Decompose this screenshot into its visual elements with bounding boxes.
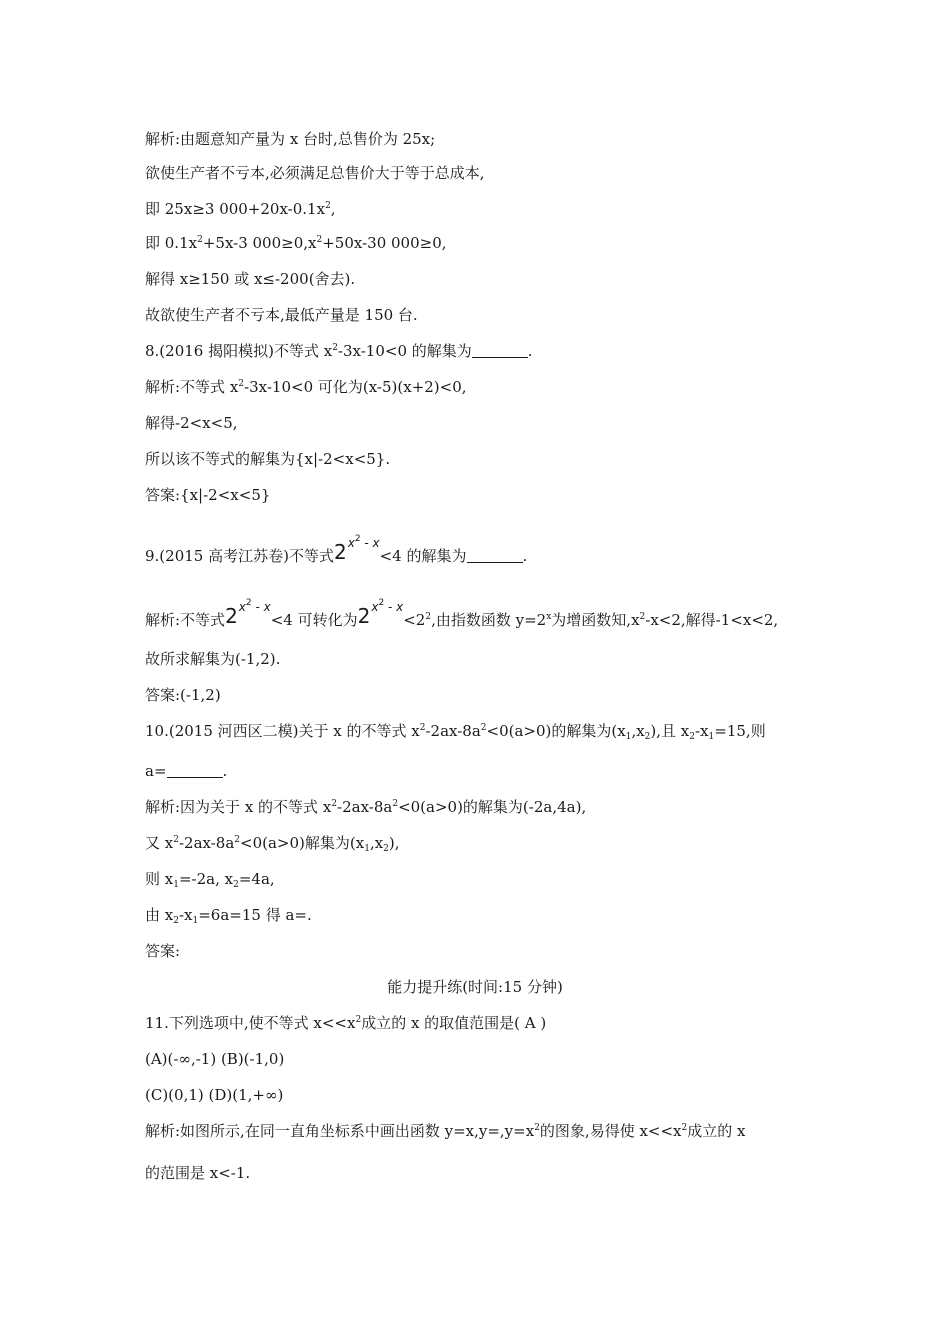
text-line: 解析:由题意知产量为 x 台时,总售价为 25x; (145, 130, 436, 148)
answer-line: 答案:{x|-2<x<5} (145, 486, 271, 504)
text-line: 故所求解集为(-1,2). (145, 650, 281, 668)
power-exponent: x2 - x (238, 598, 271, 614)
text-line: 即 $0.1x^2+5x-3$ $000\ge 0,x^2+50x-30$ 000≥0, (145, 234, 447, 252)
text-line: 即 25x≥3 $000+20x-0.1x^2$, (145, 200, 336, 218)
answer-blank (167, 763, 223, 778)
answer-blank (472, 343, 528, 358)
question-11: 11.下列选项中,使不等式 $x<<x^2$成立的 x 的取值范围是( A ) (145, 1014, 547, 1032)
text-line: 由 $x_2-x_1=6a=15$ 得 a=. (145, 906, 312, 926)
text-line: 解析:不等式 $x^2-3x-10<0$ 可化为(x-5)(x+2)<0, (145, 378, 467, 396)
power-base: 2 (225, 604, 238, 628)
power-base: 2 (357, 604, 371, 628)
power-exponent: x2 - x (371, 598, 404, 614)
text-line: a= . (145, 762, 228, 780)
question-8: 8.(2016 揭阳模拟)不等式 $x^2-3x-10<0$ 的解集为 . (145, 342, 533, 360)
text-line: 解析:如图所示,在同一直角坐标系中画出函数 $y=x,y=,y=x^2$的图象,易得使 $x<<x^2$成立的 x (145, 1122, 746, 1140)
text-line: 解析:因为关于 x 的不等式 $x^2-2ax-8a^2<0(a>0)$的解集为(-2a,4a), (145, 798, 587, 816)
text-line: 解得 x≥150 或 x≤-200(舍去). (145, 270, 356, 288)
answer-line: 答案: (145, 942, 181, 960)
text-line: 的范围是 x<-1. (145, 1164, 251, 1182)
text-line: 所以该不等式的解集为{x|-2<x<5}. (145, 450, 391, 468)
question-9: 9.(2015 高考江苏卷)不等式$2^{x^2 - x}<4$ 的解集为 . (145, 534, 528, 565)
power-base: 2 (333, 540, 347, 564)
option-line: (A)(-∞,-1) (B)(-1,0) (145, 1050, 285, 1068)
answer-blank (467, 548, 523, 563)
question-10: 10.(2015 河西区二模)关于 x 的不等式 $x^2-2ax-8a^2<0(a>0)$的解集为$(x_1,x_2)$,且 $x_2-x_1=15$,则 (145, 722, 766, 742)
text-line: 则 $x_1=-2a$, $x_2=4a$, (145, 870, 275, 890)
text-line: 欲使生产者不亏本,必须满足总售价大于等于总成本, (145, 164, 485, 182)
text-line: 解得-2<x<5, (145, 414, 238, 432)
option-line: (C)(0,1) (D)(1,+∞) (145, 1086, 284, 1104)
answer-line: 答案:(-1,2) (145, 686, 221, 704)
text-line: 故欲使生产者不亏本,最低产量是 150 台. (145, 306, 418, 324)
power-exponent: x2 - x (347, 534, 380, 550)
section-heading: 能力提升练(时间:15 分钟) (387, 978, 563, 996)
text-line: 解析:不等式$2^{x^2 - x}<4$ 可转化为$2^{x^2 - x}<2^2$,由指数函数 $y=2^x$为增函数知$,x^2-x<2$,解得-1<x<2, (145, 598, 779, 629)
text-line: 又 $x^2-2ax-8a^2<0(a>0)$解集为$(x_1,x_2)$, (145, 834, 400, 854)
